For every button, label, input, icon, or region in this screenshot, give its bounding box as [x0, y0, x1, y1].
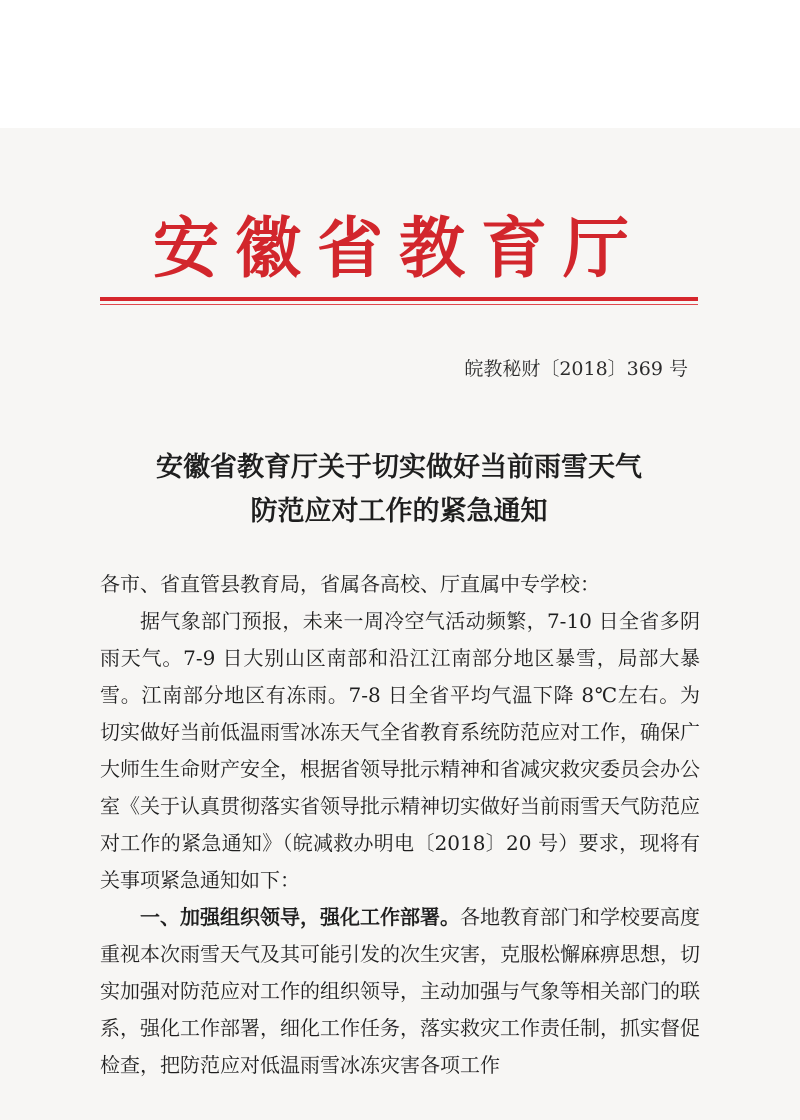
document-body	[100, 566, 700, 1084]
paragraph-intro: 据气象部门预报，未来一周冷空气活动频繁，7-10 日全省多阴雨天气。7-9 日大别山区南部和沿江江南部分地区暴雪，局部大暴雪。江南部分地区有冻雨。7-8 日全省平均气温下降 8℃左右。为切实做好当前低温雨雪冰冻天气全省教育系统防范应对工作，确保广大师生生命财产安全，根据省领导批示精神和省减灾救灾委员会办公室《关于认真贯彻落实省领导批示精神切实做好当前雨雪天气防范应对工作的紧急通知》（皖减救办明电〔2018〕20 号）要求，现将有关事项紧急通知如下：	[100, 609, 700, 892]
red-separator-line-thin	[100, 304, 698, 305]
section-1-text: 各地教育部门和学校要高度重视本次雨雪天气及其可能引发的次生灾害，克服松懈麻痹思想，切实加强对防范应对工作的组织领导，主动加强与气象等相关部门的联系，强化工作部署，细化工作任务，落实救灾工作责任制，抓实督促检查，把防范应对低温雨雪冰冻灾害各项工作	[100, 905, 700, 1077]
section-1-heading: 一、加强组织领导，强化工作部署。	[140, 905, 460, 929]
agency-red-header: 安徽省教育厅	[153, 209, 645, 287]
document-title	[100, 446, 698, 534]
document-number: 皖教秘财〔2018〕369 号	[464, 358, 688, 380]
title-line-2: 防范应对工作的紧急通知	[250, 496, 548, 527]
salutation: 各市、省直管县教育局，省属各高校、厅直属中专学校：	[100, 572, 600, 596]
top-margin-area	[0, 0, 800, 128]
red-separator-line	[100, 297, 698, 301]
paragraph-section-1	[100, 899, 700, 1084]
title-line-1: 安徽省教育厅关于切实做好当前雨雪天气	[156, 452, 642, 483]
